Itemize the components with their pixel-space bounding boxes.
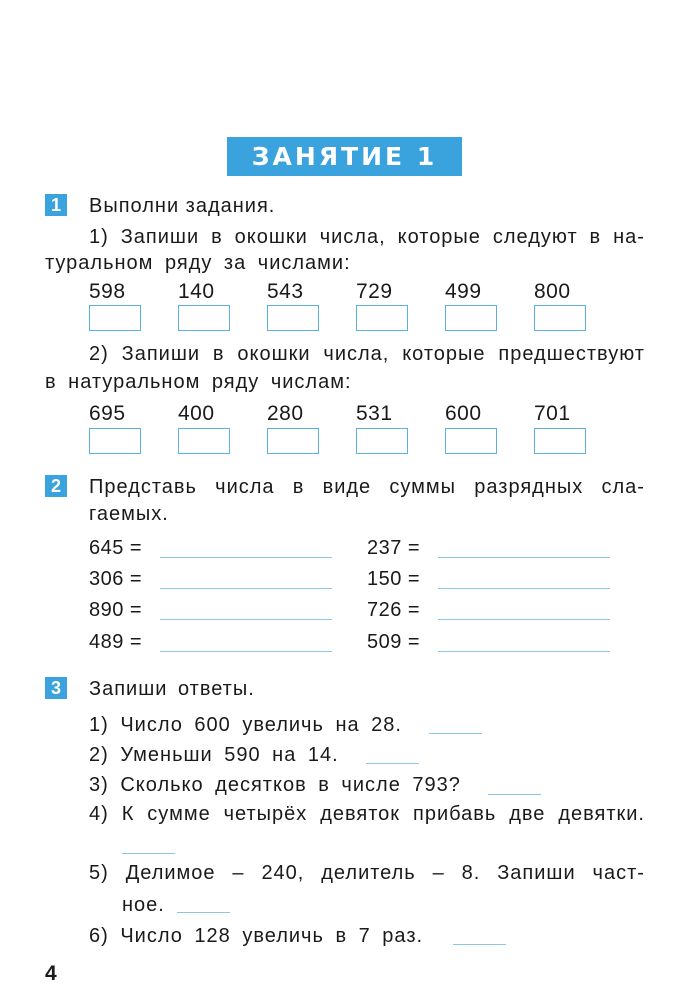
task-3-instruction: Запиши ответы. (89, 678, 255, 700)
page-number: 4 (45, 962, 57, 985)
task-1-part-1-line-1: 1) Запиши в окошки числа, которые следуют в на- (89, 226, 645, 248)
answer-box[interactable] (89, 428, 141, 454)
question-1: 1) Число 600 увеличь на 28. (89, 714, 402, 736)
task-1-part-2-line-1: 2) Запиши в окошки числа, которые предшествуют (89, 343, 645, 365)
number-label: 695 (89, 402, 126, 425)
answer-box[interactable] (534, 428, 586, 454)
answer-box[interactable] (178, 305, 230, 331)
answer-line[interactable] (488, 794, 541, 795)
number-label: 140 (178, 280, 215, 303)
question-6: 6) Число 128 увеличь в 7 раз. (89, 925, 424, 947)
expression-label: 726 = (367, 599, 421, 621)
question-2: 2) Уменьши 590 на 14. (89, 744, 339, 766)
task-1-badge: 1 (45, 194, 67, 216)
expression-label: 509 = (367, 631, 421, 653)
answer-line[interactable] (160, 588, 332, 589)
answer-line[interactable] (160, 557, 332, 558)
expression-label: 489 = (89, 631, 143, 653)
answer-line[interactable] (429, 733, 482, 734)
answer-line[interactable] (453, 944, 506, 945)
task-1-part-2-line-2: в натуральном ряду числам: (45, 371, 352, 393)
answer-line[interactable] (438, 651, 610, 652)
number-label: 598 (89, 280, 126, 303)
answer-line[interactable] (160, 651, 332, 652)
task-1-instruction: Выполни задания. (89, 195, 276, 217)
task-2-line-1: Представь числа в виде суммы разрядных сла- (89, 476, 645, 498)
answer-line[interactable] (177, 912, 230, 913)
expression-label: 237 = (367, 537, 421, 559)
task-1-part-1-line-2: туральном ряду за числами: (45, 252, 351, 274)
number-label: 400 (178, 402, 215, 425)
answer-box[interactable] (89, 305, 141, 331)
question-5-line-1: 5) Делимое – 240, делитель – 8. Запиши част- (89, 862, 645, 884)
number-label: 543 (267, 280, 304, 303)
expression-label: 150 = (367, 568, 421, 590)
expression-label: 890 = (89, 599, 143, 621)
answer-line[interactable] (438, 557, 610, 558)
number-label: 800 (534, 280, 571, 303)
answer-line[interactable] (438, 588, 610, 589)
answer-box[interactable] (445, 428, 497, 454)
answer-box[interactable] (356, 428, 408, 454)
answer-line[interactable] (122, 853, 175, 854)
expression-label: 306 = (89, 568, 143, 590)
lesson-title: ЗАНЯТИЕ 1 (227, 137, 462, 176)
answer-line[interactable] (160, 619, 332, 620)
question-3: 3) Сколько десятков в числе 793? (89, 774, 461, 796)
task-2-line-2: гаемых. (89, 503, 169, 525)
number-label: 499 (445, 280, 482, 303)
question-5-line-2: ное. (122, 894, 165, 916)
answer-box[interactable] (534, 305, 586, 331)
task-3-badge: 3 (45, 677, 67, 699)
answer-box[interactable] (178, 428, 230, 454)
answer-box[interactable] (267, 305, 319, 331)
answer-line[interactable] (366, 763, 419, 764)
number-label: 729 (356, 280, 393, 303)
answer-box[interactable] (356, 305, 408, 331)
number-label: 531 (356, 402, 393, 425)
answer-line[interactable] (438, 619, 610, 620)
number-label: 280 (267, 402, 304, 425)
task-2-badge: 2 (45, 475, 67, 497)
answer-box[interactable] (445, 305, 497, 331)
expression-label: 645 = (89, 537, 143, 559)
number-label: 600 (445, 402, 482, 425)
question-4: 4) К сумме четырёх девяток прибавь две девятки. (89, 803, 645, 825)
number-label: 701 (534, 402, 571, 425)
answer-box[interactable] (267, 428, 319, 454)
